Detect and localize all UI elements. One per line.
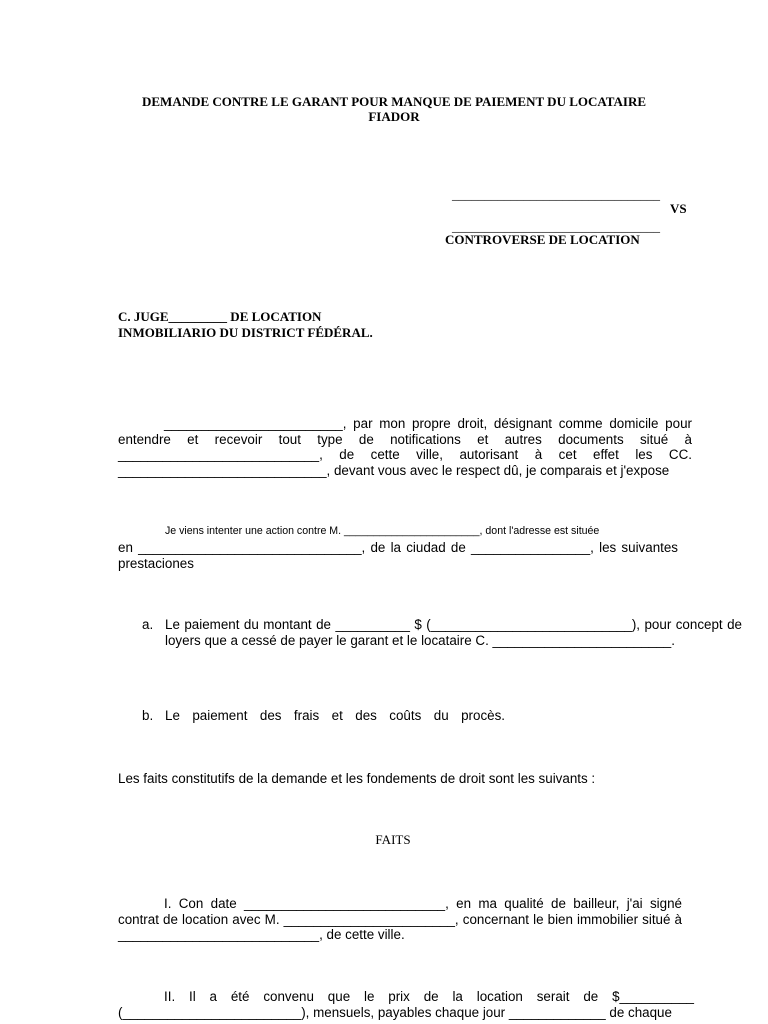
case-subject: CONTROVERSE DE LOCATION [445, 232, 640, 247]
action-paragraph-start: Je viens intenter une action contre M. _______________________, dont l'adresse est située [165, 525, 600, 537]
fact-1: I. Con date ___________________________, en ma qualité de bailleur, j'ai signé contrat de location avec M. _______________________, concernant le bien immobilier situé à ___________________________, de cette ville. [118, 896, 682, 942]
claim-item-a-marker: a. [142, 617, 154, 632]
document-title [118, 94, 670, 124]
addressee-line1: C. JUGE_________ DE LOCATION [118, 309, 322, 324]
intro-paragraph: ________________________, par mon propre droit, désignant comme domicile pour entendre et recevoir tout type de notifications et autres documents situé à ___________________________, de cette ville, autorisant à cet effet les CC. ____________________________, devant vous avec le respect dû, je comparais et j'expose [118, 416, 692, 478]
addressee-block [118, 309, 373, 341]
addressee-line2: INMOBILIARIO DU DISTRICT FÉDÉRAL. [118, 325, 373, 340]
document-title-line1: DEMANDE CONTRE LE GARANT POUR MANQUE DE PAIEMENT DU LOCATAIRE [141, 94, 647, 109]
facts-heading: FAITS [375, 832, 411, 847]
case-party-line-1: ________________________________ [452, 187, 660, 202]
case-party-line-2: ________________________________ [452, 219, 660, 234]
facts-intro: Les faits constitutifs de la demande et les fondements de droit sont les suivants : [118, 771, 596, 786]
fact-2: II. Il a été convenu que le prix de la location serait de $__________ (________________________), mensuels, payables chaque jour _____________ de chaque [118, 989, 694, 1020]
case-versus-label: VS [670, 201, 687, 216]
claim-item-b-text: Le paiement des frais et des coûts du procès. [165, 708, 505, 723]
document-title-line2: FIADOR [368, 109, 420, 124]
action-paragraph: en ______________________________, de la ciudad de ________________, les suivantes prestaciones [118, 540, 678, 571]
claim-item-b-marker: b. [142, 708, 154, 723]
claim-item-a-text: Le paiement du montant de __________ $ (___________________________), pour concept de loyers que a cessé de payer le garant et le locataire C. ________________________. [165, 617, 742, 648]
